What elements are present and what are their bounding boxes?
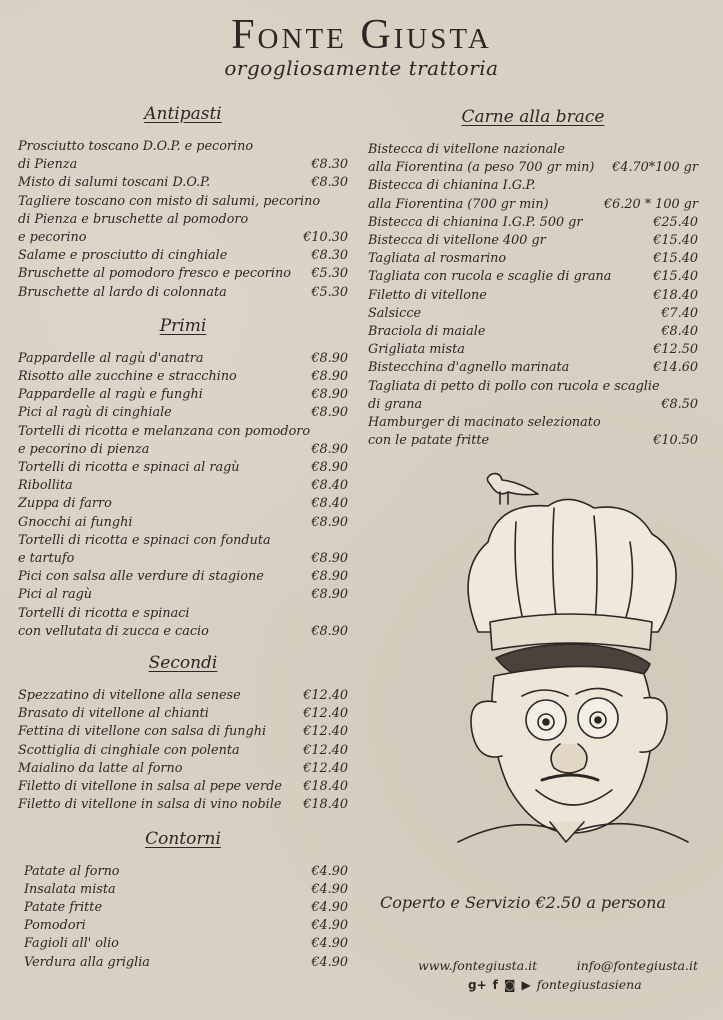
- menu-item-price: €8.90: [311, 569, 348, 585]
- menu-item: [368, 359, 698, 377]
- menu-item-price: €5.30: [311, 266, 348, 282]
- menu-item-price: €15.40: [653, 269, 698, 285]
- menu-item: [368, 141, 698, 159]
- menu-item: [18, 247, 348, 265]
- menu-item: [18, 954, 348, 972]
- menu-item: [368, 250, 698, 268]
- menu-item: [18, 778, 348, 796]
- menu-item-name: Tortelli di ricotta e spinaci: [18, 605, 190, 621]
- menu-item-name: Salame e prosciutto di cinghiale: [18, 248, 228, 264]
- menu-item-name: Bistecca di chianina I.G.P. 500 gr: [368, 214, 583, 230]
- menu-item: [368, 341, 698, 359]
- section-title: Antipasti: [144, 104, 222, 124]
- menu-item-name: Tagliata al rosmarino: [368, 251, 507, 267]
- menu-item-price: €8.90: [311, 460, 348, 476]
- social-handle: fontegiustasiena: [536, 977, 642, 992]
- menu-item-price: €12.40: [303, 706, 348, 722]
- menu-item-price: €15.40: [653, 233, 698, 249]
- menu-item-price: €4.90: [311, 936, 348, 952]
- menu-item: [18, 605, 348, 623]
- menu-item-name: Insalata mista: [24, 881, 116, 897]
- menu-item-name: Brasato di vitellone al chianti: [18, 706, 209, 722]
- menu-item: [18, 459, 348, 477]
- menu-item-price: €12.40: [303, 760, 348, 776]
- menu-item-price: €8.90: [311, 623, 348, 639]
- menu-item-price: €18.40: [303, 779, 348, 795]
- menu-item-price: €12.40: [303, 742, 348, 758]
- menu-item-price: €8.30: [311, 157, 348, 173]
- menu-item: [18, 760, 348, 778]
- menu-item-name: Prosciutto toscano D.O.P. e pecorino: [18, 139, 254, 154]
- menu-item: [18, 550, 348, 568]
- menu-item-name: Grigliata mista: [368, 342, 465, 358]
- menu-item-name: Bistecchina d'agnello marinata: [368, 360, 570, 376]
- menu-item-name: Filetto di vitellone in salsa al pepe verde: [18, 779, 282, 795]
- menu-item: [368, 305, 698, 323]
- menu-item: [18, 568, 348, 586]
- menu-item-name: Bruschette al pomodoro fresco e pecorino: [18, 266, 291, 282]
- menu-item: [18, 404, 348, 422]
- menu-item-name: e pecorino di pienza: [18, 441, 150, 457]
- menu-item-price: €4.90: [311, 881, 348, 897]
- youtube-icon[interactable]: ▶: [521, 977, 531, 992]
- menu-item-name: Braciola di maiale: [368, 324, 486, 340]
- menu-item-price: €4.90: [311, 954, 348, 970]
- menu-item: [368, 268, 698, 286]
- google-plus-icon[interactable]: g+: [468, 977, 487, 992]
- section-title: Contorni: [145, 828, 221, 849]
- menu-item-name: di grana: [368, 396, 423, 412]
- menu-item-name: Bistecca di vitellone 400 gr: [368, 233, 546, 249]
- menu-item: [18, 796, 348, 814]
- item-list: [18, 138, 348, 302]
- menu-item-price: €8.40: [661, 324, 698, 340]
- menu-item-price: €4.70*100 gr: [612, 160, 698, 176]
- menu-item: [18, 705, 348, 723]
- social-icons: [468, 978, 531, 992]
- menu-item-name: Pomodori: [24, 918, 86, 934]
- section-antipasti: [18, 104, 348, 302]
- menu-item: [18, 687, 348, 705]
- menu-item-name: Hamburger di macinato selezionato: [368, 415, 601, 431]
- menu-item-price: €4.90: [311, 863, 348, 879]
- section-title: Secondi: [148, 653, 218, 674]
- left-column: [18, 104, 348, 972]
- menu-item-name: Tagliata di petto di pollo con rucola e scaglie: [368, 378, 660, 394]
- menu-item-name: Pici con salsa alle verdure di stagione: [18, 569, 264, 585]
- menu-item-price: €12.40: [303, 724, 348, 740]
- menu-item-price: €8.40: [311, 478, 348, 494]
- menu-item-name: Tagliere toscano con misto di salumi, pecorino: [18, 193, 321, 209]
- menu-item: [18, 863, 348, 881]
- menu-item-name: Maialino da latte al forno: [18, 760, 183, 776]
- menu-item-name: Tagliata con rucola e scaglie di grana: [368, 269, 612, 285]
- menu-item: [18, 899, 348, 917]
- menu-item-name: Verdura alla griglia: [24, 954, 150, 970]
- menu-item: [368, 396, 698, 414]
- menu-item: [368, 177, 698, 195]
- menu-item-name: Pici al ragù di cinghiale: [18, 405, 172, 421]
- menu-item-name: Bruschette al lardo di colonnata: [18, 284, 227, 300]
- menu-item: [18, 229, 348, 247]
- menu-item-price: €8.90: [311, 514, 348, 530]
- menu-item-price: €8.90: [311, 369, 348, 385]
- menu-item-price: €8.50: [661, 396, 698, 412]
- coperto-servizio: Coperto e Servizio €2.50 a persona: [380, 893, 666, 912]
- menu-item-name: con vellutata di zucca e cacio: [18, 623, 209, 639]
- menu-item: [18, 284, 348, 302]
- menu-item: [18, 138, 348, 156]
- menu-item-price: €18.40: [303, 797, 348, 813]
- menu-item-name: Tortelli di ricotta e spinaci al ragù: [18, 460, 240, 476]
- menu-item-name: alla Fiorentina (a peso 700 gr min): [368, 160, 595, 176]
- menu-item: [368, 323, 698, 341]
- menu-item-name: con le patate fritte: [368, 433, 490, 449]
- menu-item: [18, 532, 348, 550]
- menu-item: [368, 159, 698, 177]
- section-title: Carne alla brace: [461, 107, 605, 127]
- menu-item: [368, 287, 698, 305]
- menu-item: [18, 723, 348, 741]
- email-link[interactable]: info@fontegiusta.it: [576, 958, 698, 973]
- menu-item: [368, 414, 698, 432]
- menu-item-price: €15.40: [653, 251, 698, 267]
- menu-item: [18, 350, 348, 368]
- menu-item: [18, 441, 348, 459]
- menu-item-price: €8.30: [311, 248, 348, 264]
- menu-item-price: €10.30: [303, 230, 348, 246]
- menu-item: [18, 917, 348, 935]
- section-title: Primi: [159, 315, 207, 336]
- menu-item-name: e pecorino: [18, 230, 87, 246]
- menu-item-price: €8.90: [311, 587, 348, 603]
- menu-item-price: €8.30: [311, 175, 348, 191]
- section-contorni: [18, 829, 348, 972]
- chef-illustration: [438, 462, 694, 862]
- menu-header: [0, 12, 723, 80]
- menu-item-name: Fagioli all' olio: [24, 936, 119, 952]
- menu-item-price: €8.40: [311, 496, 348, 512]
- menu-item: [18, 881, 348, 899]
- menu-item-name: Patate fritte: [24, 899, 103, 915]
- menu-item-price: €8.90: [311, 405, 348, 421]
- menu-item: [368, 432, 698, 450]
- restaurant-name: Fonte Giusta: [231, 12, 492, 58]
- menu-item: [18, 935, 348, 953]
- menu-item-price: €14.60: [653, 360, 698, 376]
- menu-item-name: Misto di salumi toscani D.O.P.: [18, 175, 211, 191]
- menu-item-price: €7.40: [661, 305, 698, 321]
- menu-item-name: Filetto di vitellone: [368, 287, 487, 303]
- menu-item: [18, 193, 348, 211]
- menu-item-name: Pappardelle al ragù d'anatra: [18, 350, 204, 366]
- menu-item-price: €8.90: [311, 350, 348, 366]
- menu-item-price: €4.90: [311, 899, 348, 915]
- menu-item: [18, 211, 348, 229]
- menu-item-price: €8.90: [311, 551, 348, 567]
- menu-item-price: €6.20 * 100 gr: [604, 196, 698, 212]
- menu-item-name: Bistecca di chianina I.G.P.: [368, 178, 536, 194]
- menu-item: [18, 174, 348, 192]
- menu-item-name: Filetto di vitellone in salsa di vino nobile: [18, 797, 282, 813]
- menu-item-name: di Pienza e bruschette al pomodoro: [18, 211, 249, 227]
- menu-item-price: €8.90: [311, 387, 348, 403]
- menu-item-name: Gnocchi ai funghi: [18, 514, 133, 530]
- menu-item-name: Bistecca di vitellone nazionale: [368, 142, 565, 157]
- tagline: orgogliosamente trattoria: [224, 56, 499, 80]
- menu-item-name: e tartufo: [18, 551, 75, 567]
- menu-item: [368, 232, 698, 250]
- menu-item-name: Risotto alle zucchine e stracchino: [18, 369, 237, 385]
- menu-item: [18, 386, 348, 404]
- menu-item-price: €12.40: [303, 688, 348, 704]
- item-list: [368, 141, 698, 450]
- facebook-icon[interactable]: f: [492, 977, 498, 992]
- section-carne-alla-brace: [368, 107, 698, 450]
- menu-item: [18, 623, 348, 641]
- menu-item: [368, 214, 698, 232]
- menu-item-price: €25.40: [653, 214, 698, 230]
- menu-item: [18, 495, 348, 513]
- bird: [487, 474, 538, 495]
- menu-item-price: €4.90: [311, 918, 348, 934]
- menu-item: [18, 742, 348, 760]
- menu-item-name: Zuppa di farro: [18, 496, 112, 512]
- chef-hat: [468, 499, 676, 632]
- section-primi: [18, 316, 348, 641]
- menu-item: [18, 423, 348, 441]
- menu-item-name: Pici al ragù: [18, 587, 93, 603]
- menu-item-price: €8.90: [311, 441, 348, 457]
- right-column: [368, 107, 698, 450]
- section-secondi: [18, 653, 348, 814]
- menu-item-name: alla Fiorentina (700 gr min): [368, 196, 549, 212]
- menu-item: [368, 378, 698, 396]
- menu-item-name: Patate al forno: [24, 863, 120, 879]
- menu-item: [18, 156, 348, 174]
- menu-item-name: Pappardelle al ragù e funghi: [18, 387, 203, 403]
- item-list: [18, 350, 348, 641]
- footer: [418, 958, 698, 992]
- menu-item: [18, 477, 348, 495]
- menu-item-price: €10.50: [653, 433, 698, 449]
- menu-item-price: €5.30: [311, 284, 348, 300]
- menu-item: [368, 196, 698, 214]
- instagram-icon[interactable]: ◙: [503, 977, 516, 992]
- menu-item: [18, 514, 348, 532]
- menu-item-price: €18.40: [653, 287, 698, 303]
- website-link[interactable]: www.fontegiusta.it: [418, 958, 538, 973]
- menu-item-name: Fettina di vitellone con salsa di funghi: [18, 724, 267, 740]
- menu-item-name: Spezzatino di vitellone alla senese: [18, 688, 241, 704]
- menu-item: [18, 265, 348, 283]
- menu-item: [18, 368, 348, 386]
- item-list: [18, 863, 348, 972]
- menu-item-name: Ribollita: [18, 478, 73, 494]
- menu-item-name: Tortelli di ricotta e melanzana con pomodoro: [18, 423, 311, 439]
- menu-item-name: Tortelli di ricotta e spinaci con fonduta: [18, 532, 271, 548]
- item-list: [18, 687, 348, 814]
- menu-item-name: Salsicce: [368, 305, 422, 321]
- menu-item-price: €12.50: [653, 342, 698, 358]
- menu-item-name: Scottiglia di cinghiale con polenta: [18, 742, 240, 758]
- menu-item: [18, 586, 348, 604]
- menu-item-name: di Pienza: [18, 157, 78, 173]
